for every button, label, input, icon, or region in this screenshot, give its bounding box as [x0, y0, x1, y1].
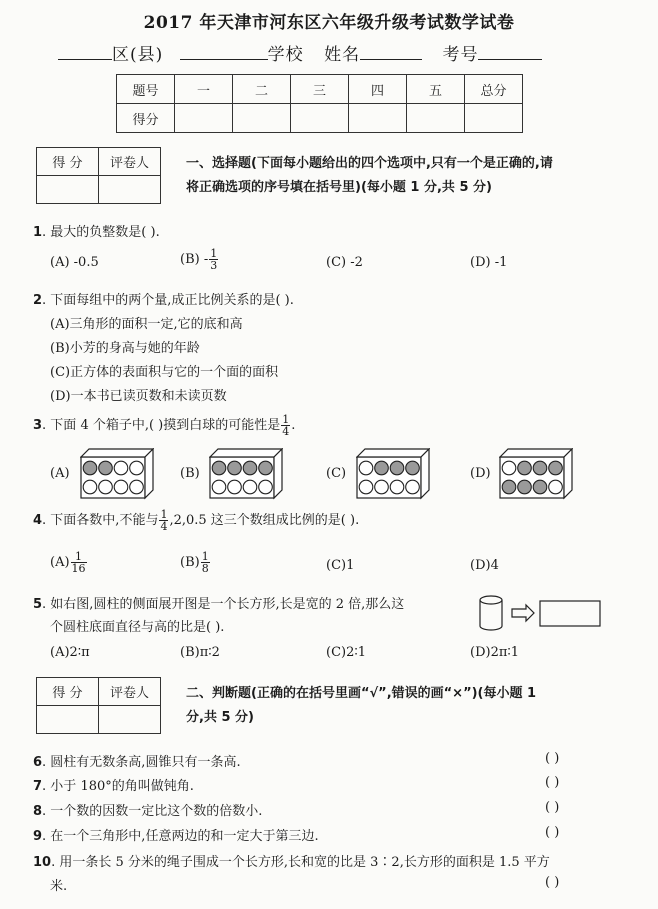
white-ball: [99, 480, 113, 494]
q5-option-d[interactable]: (D)2π∶1: [470, 645, 520, 660]
grader-box-section2: [36, 677, 161, 734]
white-ball: [359, 461, 373, 475]
grader-score-cell[interactable]: [37, 176, 99, 204]
white-ball: [114, 480, 128, 494]
white-ball: [406, 480, 420, 494]
q3-box-b[interactable]: [209, 448, 283, 500]
gray-ball: [518, 480, 532, 494]
score-table: [116, 74, 523, 133]
question-text: . 如右图,圆柱的侧面展开图是一个长方形,长是宽的 2 倍,那么这: [42, 597, 405, 612]
question-3: 3. 下面 4 个箱子中,( )摸到白球的可能性是 $\frac{1}{4}$ .: [33, 413, 296, 438]
white-ball: [502, 461, 516, 475]
section1-line2: 将正确选项的序号填在括号里)(每小题 1 分,共 5 分): [186, 180, 492, 195]
score-cell[interactable]: [465, 104, 523, 133]
ball-box-icon: [80, 448, 154, 500]
q3-box-c[interactable]: [356, 448, 430, 500]
question-number: 3: [33, 418, 43, 433]
q4-option-b[interactable]: (B) $\frac{1}{8}$: [180, 550, 209, 575]
q3-box-d[interactable]: [499, 448, 573, 500]
gray-ball: [502, 480, 516, 494]
fraction: $\frac{1}{4}$: [160, 508, 168, 533]
question-text: . 下面 4 个箱子中,( )摸到白球的可能性是: [42, 418, 281, 433]
gray-ball: [99, 461, 113, 475]
white-ball: [359, 480, 373, 494]
question-1: [33, 221, 160, 240]
score-cell[interactable]: [349, 104, 407, 133]
option-prefix: (B) -: [180, 252, 209, 267]
gray-ball: [259, 461, 273, 475]
white-ball: [259, 480, 273, 494]
school-label: 学校: [267, 45, 304, 65]
score-header: 二: [233, 75, 291, 104]
score-header: 四: [349, 75, 407, 104]
gray-ball: [549, 461, 563, 475]
answer-paren[interactable]: ( ): [545, 775, 560, 790]
gray-ball: [228, 461, 242, 475]
question-number: 1: [33, 225, 43, 240]
q3-label-c[interactable]: (C): [326, 466, 347, 481]
q3-label-b[interactable]: (B): [180, 466, 200, 481]
q5-option-c[interactable]: (C)2∶1: [326, 645, 367, 660]
section1-heading: [186, 152, 553, 200]
student-info-line: [58, 40, 542, 65]
section2-heading: [186, 682, 536, 730]
question-9: 9. 在一个三角形中,任意两边的和一定大于第三边.: [33, 829, 319, 844]
grader-score-label: 得 分: [37, 678, 99, 706]
question-text: . 下面每组中的两个量,成正比例关系的是( ).: [42, 293, 294, 308]
fraction: $\frac{1}{8}$: [201, 550, 209, 575]
q1-option-a[interactable]: (A) -0.5: [50, 255, 99, 270]
q2-option-d[interactable]: (D)一本书已读页数和未读页数: [50, 389, 227, 404]
score-cell[interactable]: [175, 104, 233, 133]
q4-option-a[interactable]: (A) $\frac{1}{16}$: [50, 550, 86, 575]
gray-ball: [533, 461, 547, 475]
gray-ball: [212, 461, 226, 475]
gray-ball: [243, 461, 257, 475]
gray-ball: [518, 461, 532, 475]
white-ball: [212, 480, 226, 494]
question-number: 2: [33, 293, 43, 308]
question-7: 7. 小于 180°的角叫做钝角.: [33, 779, 194, 794]
score-cell[interactable]: [407, 104, 465, 133]
grader-box-section1: [36, 147, 161, 204]
q1-option-d[interactable]: (D) -1: [470, 255, 508, 270]
q3-label-d[interactable]: (D): [470, 466, 491, 481]
name-blank[interactable]: [360, 44, 422, 60]
white-ball: [130, 480, 144, 494]
question-2: [33, 289, 294, 308]
white-ball: [549, 480, 563, 494]
gray-ball: [375, 461, 389, 475]
q3-box-a[interactable]: [80, 448, 154, 500]
fraction: $\frac{1}{4}$: [282, 413, 290, 438]
question-8: 8. 一个数的因数一定比这个数的倍数小.: [33, 804, 263, 819]
gray-ball: [406, 461, 420, 475]
grader-score-label: 得 分: [37, 148, 99, 176]
q5-option-a[interactable]: (A)2∶π: [50, 645, 90, 660]
white-ball: [375, 480, 389, 494]
score-value-row: [117, 104, 523, 133]
white-ball: [114, 461, 128, 475]
question-5: [33, 593, 404, 612]
answer-paren[interactable]: ( ): [545, 751, 560, 766]
grader-name-label: 评卷人: [99, 148, 161, 176]
question-number: 4: [33, 513, 43, 528]
name-label: 姓名: [324, 45, 361, 65]
number-blank[interactable]: [478, 44, 542, 60]
white-ball: [228, 480, 242, 494]
q1-option-c[interactable]: (C) -2: [326, 255, 363, 270]
gray-ball: [83, 461, 97, 475]
question-6: 6. 圆柱有无数条高,圆锥只有一条高.: [33, 755, 241, 770]
question-4: 4. 下面各数中,不能与 $\frac{1}{4}$ ,2,0.5 这三个数组成比例的是( ).: [33, 508, 360, 533]
score-cell[interactable]: [291, 104, 349, 133]
section1-line1: 一、选择题(下面每小题给出的四个选项中,只有一个是正确的,请: [186, 156, 553, 171]
white-ball: [83, 480, 97, 494]
answer-paren[interactable]: ( ): [545, 825, 560, 840]
white-ball: [130, 461, 144, 475]
score-header: 总分: [465, 75, 523, 104]
q2-option-a[interactable]: (A)三角形的面积一定,它的底和高: [50, 317, 243, 332]
score-row-label: 得分: [117, 104, 175, 133]
question-5-line2: 个圆柱底面直径与高的比是( ).: [50, 620, 225, 635]
number-label: 考号: [442, 45, 479, 65]
question-number: 5: [33, 597, 43, 612]
score-header: 题号: [117, 75, 175, 104]
cylinder-top: [480, 596, 502, 604]
section2-line1: 二、判断题(正确的在括号里画“√”,错误的画“×”)(每小题 1: [186, 686, 537, 701]
district-label: 区(县): [112, 45, 164, 65]
grader-name-cell[interactable]: [99, 706, 161, 734]
district-blank[interactable]: [58, 44, 112, 60]
question-text: . 最大的负整数是( ).: [42, 225, 160, 240]
score-header: 一: [175, 75, 233, 104]
grader-name-label: 评卷人: [99, 678, 161, 706]
q2-option-c[interactable]: (C)正方体的表面积与它的一个面的面积: [50, 365, 279, 380]
q4-option-c[interactable]: (C)1: [326, 558, 355, 573]
gray-ball: [390, 461, 404, 475]
score-header: 五: [407, 75, 465, 104]
question-10: 10. 用一条长 5 分米的绳子围成一个长方形,长和宽的比是 3∶2,长方形的面积是 1.5 平方: [33, 855, 550, 870]
question-text: . 下面各数中,不能与: [42, 513, 159, 528]
fraction: $\frac{1}{3}$: [210, 247, 218, 272]
score-cell[interactable]: [233, 104, 291, 133]
q1-option-b[interactable]: [180, 248, 219, 271]
ball-box-icon: [356, 448, 430, 500]
section2-line2: 分,共 5 分): [186, 710, 254, 725]
grader-score-cell[interactable]: [37, 706, 99, 734]
unrolled-rectangle: [540, 601, 600, 626]
q3-label-a[interactable]: (A): [50, 466, 70, 481]
q5-option-b[interactable]: (B)π∶2: [180, 645, 220, 660]
score-header: 三: [291, 75, 349, 104]
q4-option-d[interactable]: (D)4: [470, 558, 499, 573]
arrow-right-icon: [512, 605, 534, 621]
fraction: $\frac{1}{16}$: [71, 550, 86, 575]
ball-box-icon: [209, 448, 283, 500]
school-blank[interactable]: [180, 44, 268, 60]
exam-title: 2017 年天津市河东区六年级升级考试数学试卷: [143, 13, 515, 33]
cylinder-figure: [478, 592, 603, 640]
ball-box-icon: [499, 448, 573, 500]
answer-paren[interactable]: ( ): [545, 800, 560, 815]
q2-option-b[interactable]: (B)小芳的身高与她的年龄: [50, 341, 200, 356]
grader-name-cell[interactable]: [99, 176, 161, 204]
score-header-row: [117, 75, 523, 104]
white-ball: [243, 480, 257, 494]
answer-paren[interactable]: ( ): [545, 875, 560, 890]
gray-ball: [533, 480, 547, 494]
question-10-cont: 米.: [50, 879, 68, 894]
white-ball: [390, 480, 404, 494]
